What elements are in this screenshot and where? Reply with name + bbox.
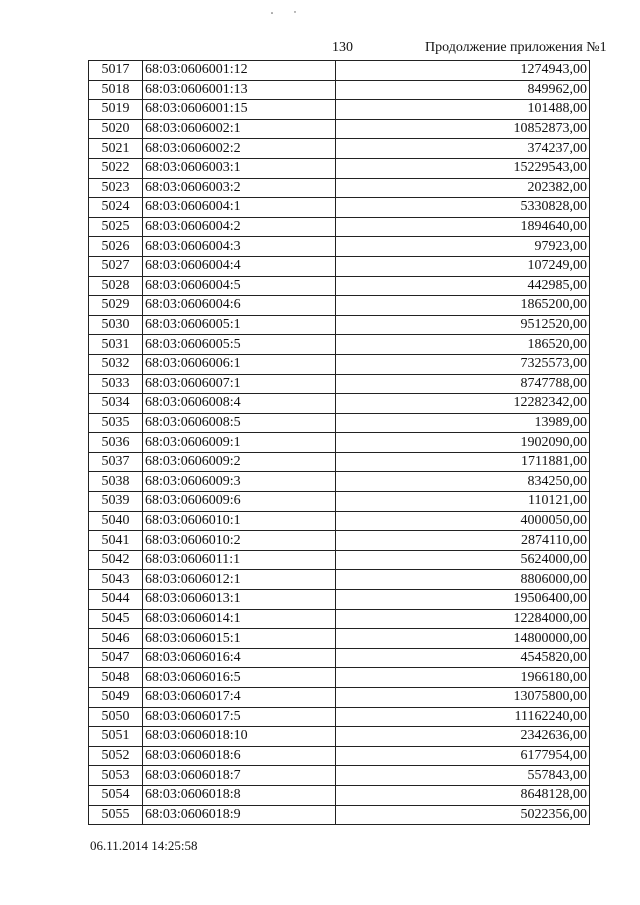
row-number: 5017 <box>89 61 143 81</box>
cadastral-value: 8648128,00 <box>336 785 590 805</box>
table-row <box>89 374 590 394</box>
cadastral-number: 68:03:0606005:1 <box>143 315 336 335</box>
table-row <box>89 805 590 825</box>
row-number: 5035 <box>89 413 143 433</box>
row-number: 5031 <box>89 335 143 355</box>
cadastral-value: 4000050,00 <box>336 511 590 531</box>
cadastral-number: 68:03:0606001:13 <box>143 80 336 100</box>
cadastral-value: 14800000,00 <box>336 629 590 649</box>
cadastral-value: 2342636,00 <box>336 727 590 747</box>
cadastral-value: 442985,00 <box>336 276 590 296</box>
row-number: 5042 <box>89 550 143 570</box>
row-number: 5044 <box>89 590 143 610</box>
cadastral-number: 68:03:0606006:1 <box>143 354 336 374</box>
cadastral-value: 5022356,00 <box>336 805 590 825</box>
scan-specks <box>0 0 640 40</box>
cadastral-number: 68:03:0606018:6 <box>143 746 336 766</box>
cadastral-number: 68:03:0606012:1 <box>143 570 336 590</box>
cadastral-value: 11162240,00 <box>336 707 590 727</box>
row-number: 5019 <box>89 100 143 120</box>
table-row <box>89 256 590 276</box>
cadastral-value: 374237,00 <box>336 139 590 159</box>
table-row <box>89 550 590 570</box>
row-number: 5055 <box>89 805 143 825</box>
cadastral-number: 68:03:0606004:1 <box>143 198 336 218</box>
cadastral-value: 97923,00 <box>336 237 590 257</box>
table-row <box>89 668 590 688</box>
cadastral-number: 68:03:0606009:1 <box>143 433 336 453</box>
cadastral-number: 68:03:0606014:1 <box>143 609 336 629</box>
cadastral-number: 68:03:0606002:2 <box>143 139 336 159</box>
row-number: 5039 <box>89 492 143 512</box>
cadastral-number: 68:03:0606009:3 <box>143 472 336 492</box>
cadastral-number: 68:03:0606017:5 <box>143 707 336 727</box>
cadastral-number: 68:03:0606005:5 <box>143 335 336 355</box>
cadastral-value: 101488,00 <box>336 100 590 120</box>
row-number: 5032 <box>89 354 143 374</box>
table-row <box>89 688 590 708</box>
row-number: 5021 <box>89 139 143 159</box>
row-number: 5024 <box>89 198 143 218</box>
cadastral-value-table <box>88 60 590 825</box>
row-number: 5020 <box>89 119 143 139</box>
table-row <box>89 178 590 198</box>
row-number: 5049 <box>89 688 143 708</box>
cadastral-value: 12284000,00 <box>336 609 590 629</box>
table-row <box>89 609 590 629</box>
table-row <box>89 727 590 747</box>
row-number: 5026 <box>89 237 143 257</box>
row-number: 5041 <box>89 531 143 551</box>
row-number: 5027 <box>89 256 143 276</box>
table-row <box>89 766 590 786</box>
cadastral-value: 13989,00 <box>336 413 590 433</box>
print-timestamp: 06.11.2014 14:25:58 <box>90 838 198 853</box>
row-number: 5034 <box>89 394 143 414</box>
row-number: 5043 <box>89 570 143 590</box>
cadastral-number: 68:03:0606001:15 <box>143 100 336 120</box>
table-row <box>89 354 590 374</box>
cadastral-value: 5624000,00 <box>336 550 590 570</box>
cadastral-value: 202382,00 <box>336 178 590 198</box>
cadastral-value: 1894640,00 <box>336 217 590 237</box>
row-number: 5023 <box>89 178 143 198</box>
cadastral-value: 8747788,00 <box>336 374 590 394</box>
row-number: 5050 <box>89 707 143 727</box>
table-row <box>89 570 590 590</box>
cadastral-value: 10852873,00 <box>336 119 590 139</box>
cadastral-number: 68:03:0606008:5 <box>143 413 336 433</box>
table-row <box>89 335 590 355</box>
row-number: 5045 <box>89 609 143 629</box>
row-number: 5036 <box>89 433 143 453</box>
cadastral-value: 1274943,00 <box>336 61 590 81</box>
row-number: 5052 <box>89 746 143 766</box>
row-number: 5022 <box>89 158 143 178</box>
cadastral-value: 9512520,00 <box>336 315 590 335</box>
cadastral-value: 15229543,00 <box>336 158 590 178</box>
cadastral-number: 68:03:0606010:1 <box>143 511 336 531</box>
table-row <box>89 531 590 551</box>
cadastral-value: 8806000,00 <box>336 570 590 590</box>
cadastral-number: 68:03:0606008:4 <box>143 394 336 414</box>
cadastral-value: 107249,00 <box>336 256 590 276</box>
cadastral-value: 1966180,00 <box>336 668 590 688</box>
cadastral-value: 1711881,00 <box>336 452 590 472</box>
table-row <box>89 707 590 727</box>
table-row <box>89 648 590 668</box>
row-number: 5030 <box>89 315 143 335</box>
cadastral-number: 68:03:0606018:9 <box>143 805 336 825</box>
cadastral-number: 68:03:0606003:2 <box>143 178 336 198</box>
table-row <box>89 198 590 218</box>
row-number: 5037 <box>89 452 143 472</box>
cadastral-number: 68:03:0606010:2 <box>143 531 336 551</box>
table-row <box>89 413 590 433</box>
table-row <box>89 492 590 512</box>
row-number: 5018 <box>89 80 143 100</box>
cadastral-number: 68:03:0606018:8 <box>143 785 336 805</box>
cadastral-number: 68:03:0606004:6 <box>143 296 336 316</box>
row-number: 5051 <box>89 727 143 747</box>
cadastral-number: 68:03:0606004:2 <box>143 217 336 237</box>
cadastral-number: 68:03:0606001:12 <box>143 61 336 81</box>
row-number: 5038 <box>89 472 143 492</box>
cadastral-value: 1865200,00 <box>336 296 590 316</box>
cadastral-number: 68:03:0606018:10 <box>143 727 336 747</box>
cadastral-number: 68:03:0606003:1 <box>143 158 336 178</box>
cadastral-value: 1902090,00 <box>336 433 590 453</box>
cadastral-number: 68:03:0606016:5 <box>143 668 336 688</box>
table-row <box>89 472 590 492</box>
table-row <box>89 100 590 120</box>
row-number: 5028 <box>89 276 143 296</box>
table-row <box>89 276 590 296</box>
cadastral-value: 186520,00 <box>336 335 590 355</box>
cadastral-value: 834250,00 <box>336 472 590 492</box>
table-row <box>89 237 590 257</box>
cadastral-value: 12282342,00 <box>336 394 590 414</box>
cadastral-value: 557843,00 <box>336 766 590 786</box>
row-number: 5033 <box>89 374 143 394</box>
cadastral-number: 68:03:0606009:6 <box>143 492 336 512</box>
table-row <box>89 139 590 159</box>
cadastral-value: 110121,00 <box>336 492 590 512</box>
cadastral-number: 68:03:0606004:5 <box>143 276 336 296</box>
cadastral-number: 68:03:0606013:1 <box>143 590 336 610</box>
cadastral-value: 7325573,00 <box>336 354 590 374</box>
row-number: 5046 <box>89 629 143 649</box>
table-row <box>89 61 590 81</box>
table-row <box>89 433 590 453</box>
row-number: 5047 <box>89 648 143 668</box>
page-number: 130 <box>332 40 353 55</box>
row-number: 5025 <box>89 217 143 237</box>
cadastral-number: 68:03:0606002:1 <box>143 119 336 139</box>
table-row <box>89 315 590 335</box>
row-number: 5048 <box>89 668 143 688</box>
cadastral-number: 68:03:0606007:1 <box>143 374 336 394</box>
table-row <box>89 217 590 237</box>
cadastral-value: 4545820,00 <box>336 648 590 668</box>
cadastral-number: 68:03:0606004:3 <box>143 237 336 257</box>
table-row <box>89 80 590 100</box>
cadastral-number: 68:03:0606018:7 <box>143 766 336 786</box>
table-row <box>89 629 590 649</box>
row-number: 5029 <box>89 296 143 316</box>
table-row <box>89 590 590 610</box>
cadastral-value: 849962,00 <box>336 80 590 100</box>
table-body <box>89 61 590 825</box>
table-row <box>89 511 590 531</box>
cadastral-number: 68:03:0606004:4 <box>143 256 336 276</box>
table-row <box>89 452 590 472</box>
cadastral-number: 68:03:0606017:4 <box>143 688 336 708</box>
cadastral-value: 13075800,00 <box>336 688 590 708</box>
appendix-continuation-label: Продолжение приложения №1 <box>425 40 607 55</box>
cadastral-number: 68:03:0606015:1 <box>143 629 336 649</box>
row-number: 5040 <box>89 511 143 531</box>
cadastral-number: 68:03:0606016:4 <box>143 648 336 668</box>
row-number: 5054 <box>89 785 143 805</box>
table-row <box>89 119 590 139</box>
table-row <box>89 394 590 414</box>
table-row <box>89 296 590 316</box>
table-row <box>89 785 590 805</box>
table-row <box>89 746 590 766</box>
row-number: 5053 <box>89 766 143 786</box>
cadastral-number: 68:03:0606009:2 <box>143 452 336 472</box>
cadastral-value: 5330828,00 <box>336 198 590 218</box>
cadastral-value: 19506400,00 <box>336 590 590 610</box>
cadastral-number: 68:03:0606011:1 <box>143 550 336 570</box>
table-row <box>89 158 590 178</box>
cadastral-value: 2874110,00 <box>336 531 590 551</box>
cadastral-value: 6177954,00 <box>336 746 590 766</box>
